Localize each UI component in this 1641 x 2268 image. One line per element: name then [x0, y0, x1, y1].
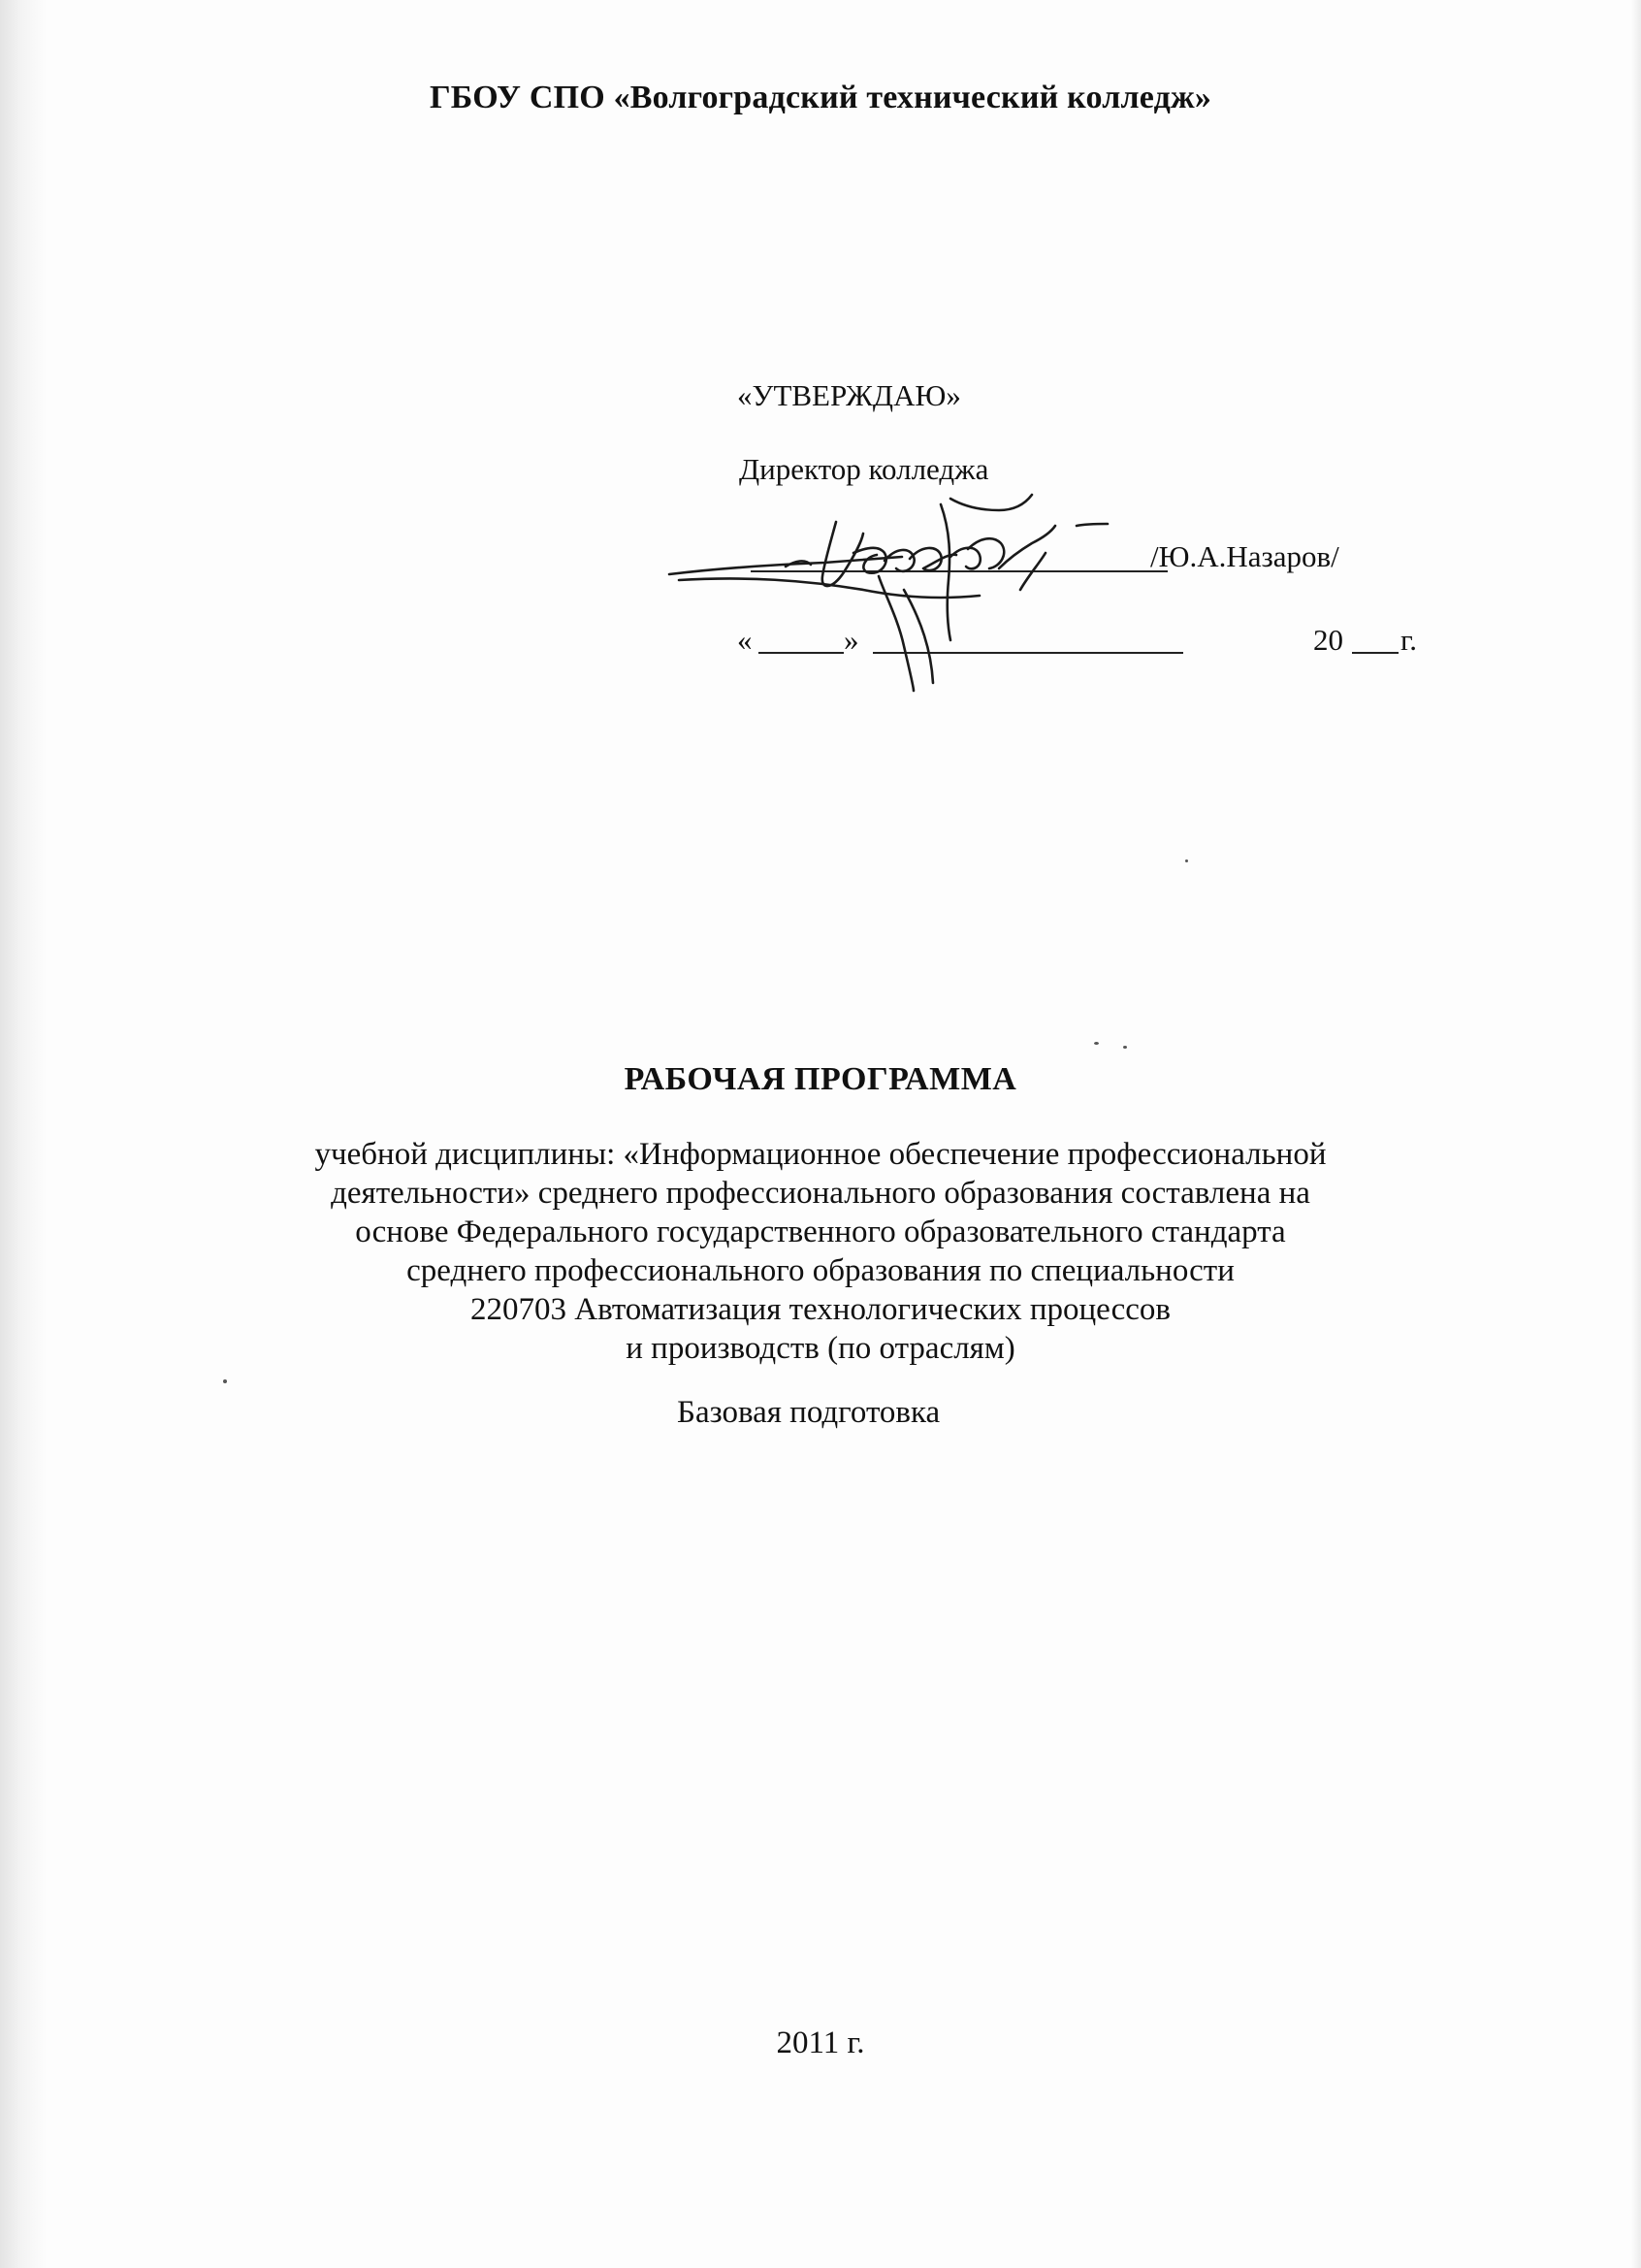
- approver-position: Директор колледжа: [739, 452, 989, 486]
- date-year-prefix: 20: [1313, 623, 1343, 657]
- scan-shadow-left: [0, 0, 47, 2268]
- description-line: и производств (по отраслям): [626, 1331, 1015, 1366]
- document-year: 2011 г.: [776, 2025, 865, 2060]
- date-open-quote: «: [737, 623, 753, 657]
- date-year-blank: [1352, 652, 1399, 654]
- scan-shadow-right: [1631, 0, 1641, 2268]
- date-close-quote: »: [844, 623, 859, 657]
- description-line: 220703 Автоматизация технологических процессов: [469, 1292, 1171, 1327]
- approver-name: /Ю.А.Назаров/: [1150, 539, 1339, 573]
- program-description: [0, 1135, 1641, 1368]
- description-line: среднего профессионального образования по специальности: [406, 1253, 1235, 1288]
- scan-speck: [223, 1379, 227, 1383]
- date-year-suffix: г.: [1400, 623, 1417, 657]
- document-title: РАБОЧАЯ ПРОГРАММА: [624, 1061, 1017, 1097]
- scan-speck: [1185, 859, 1188, 862]
- approve-word: «УТВЕРЖДАЮ»: [737, 378, 961, 412]
- training-level: Базовая подготовка: [677, 1395, 941, 1430]
- scan-speck: [1094, 1042, 1099, 1045]
- scan-speck: [1123, 1046, 1127, 1049]
- description-line: учебной дисциплины: «Информационное обеспечение профессиональной: [314, 1137, 1327, 1172]
- institution-header: ГБОУ СПО «Волгоградский технический колледж»: [429, 80, 1212, 115]
- handwritten-signature: [660, 475, 1164, 698]
- description-line: основе Федерального государственного образовательного стандарта: [355, 1215, 1286, 1249]
- description-line: деятельности» среднего профессионального образования составлена на: [331, 1176, 1310, 1211]
